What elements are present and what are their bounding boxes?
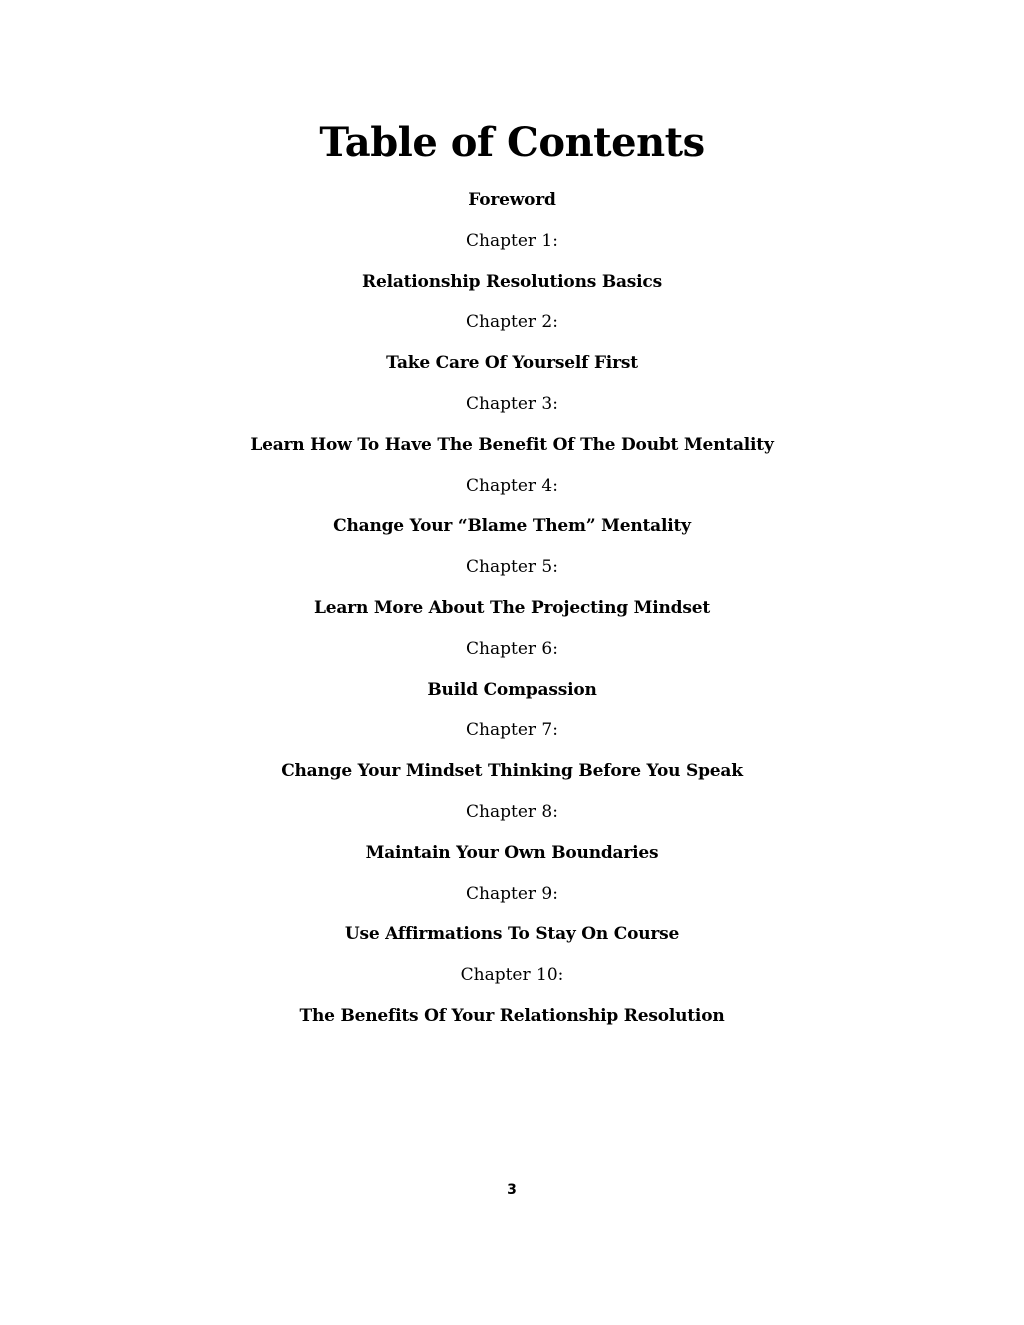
page-number: 3	[507, 1182, 517, 1198]
chapter-2-title[interactable]: Take Care Of Yourself First	[386, 353, 638, 374]
chapter-2-label: Chapter 2:	[466, 312, 558, 333]
table-of-contents	[0, 187, 1024, 1044]
chapter-7-title[interactable]: Change Your Mindset Thinking Before You Speak	[281, 761, 743, 782]
chapter-10-label: Chapter 10:	[460, 965, 564, 986]
chapter-6-label: Chapter 6:	[466, 638, 558, 659]
chapter-4-label: Chapter 4:	[466, 475, 558, 496]
chapter-6-title[interactable]: Build Compassion	[427, 679, 597, 700]
chapter-9-title[interactable]: Use Affirmations To Stay On Course	[344, 924, 680, 945]
chapter-4-title[interactable]: Change Your “Blame Them” Mentality	[333, 516, 691, 537]
chapter-8-title[interactable]: Maintain Your Own Boundaries	[365, 842, 659, 863]
chapter-5-title[interactable]: Learn More About The Projecting Mindset	[314, 597, 710, 618]
chapter-10-title[interactable]: The Benefits Of Your Relationship Resolution	[299, 1005, 725, 1026]
chapter-9-label: Chapter 9:	[466, 883, 558, 904]
chapter-8-label: Chapter 8:	[466, 801, 558, 822]
toc-foreword[interactable]: Foreword	[468, 190, 556, 210]
chapter-1-title[interactable]: Relationship Resolutions Basics	[362, 271, 662, 292]
chapter-3-label: Chapter 3:	[466, 393, 558, 414]
chapter-5-label: Chapter 5:	[466, 557, 558, 578]
chapter-3-title[interactable]: Learn How To Have The Benefit Of The Doubt Mentality	[250, 434, 774, 455]
chapter-1-label: Chapter 1:	[466, 230, 558, 251]
chapter-7-label: Chapter 7:	[466, 720, 558, 741]
page-title: Table of Contents	[319, 119, 705, 166]
